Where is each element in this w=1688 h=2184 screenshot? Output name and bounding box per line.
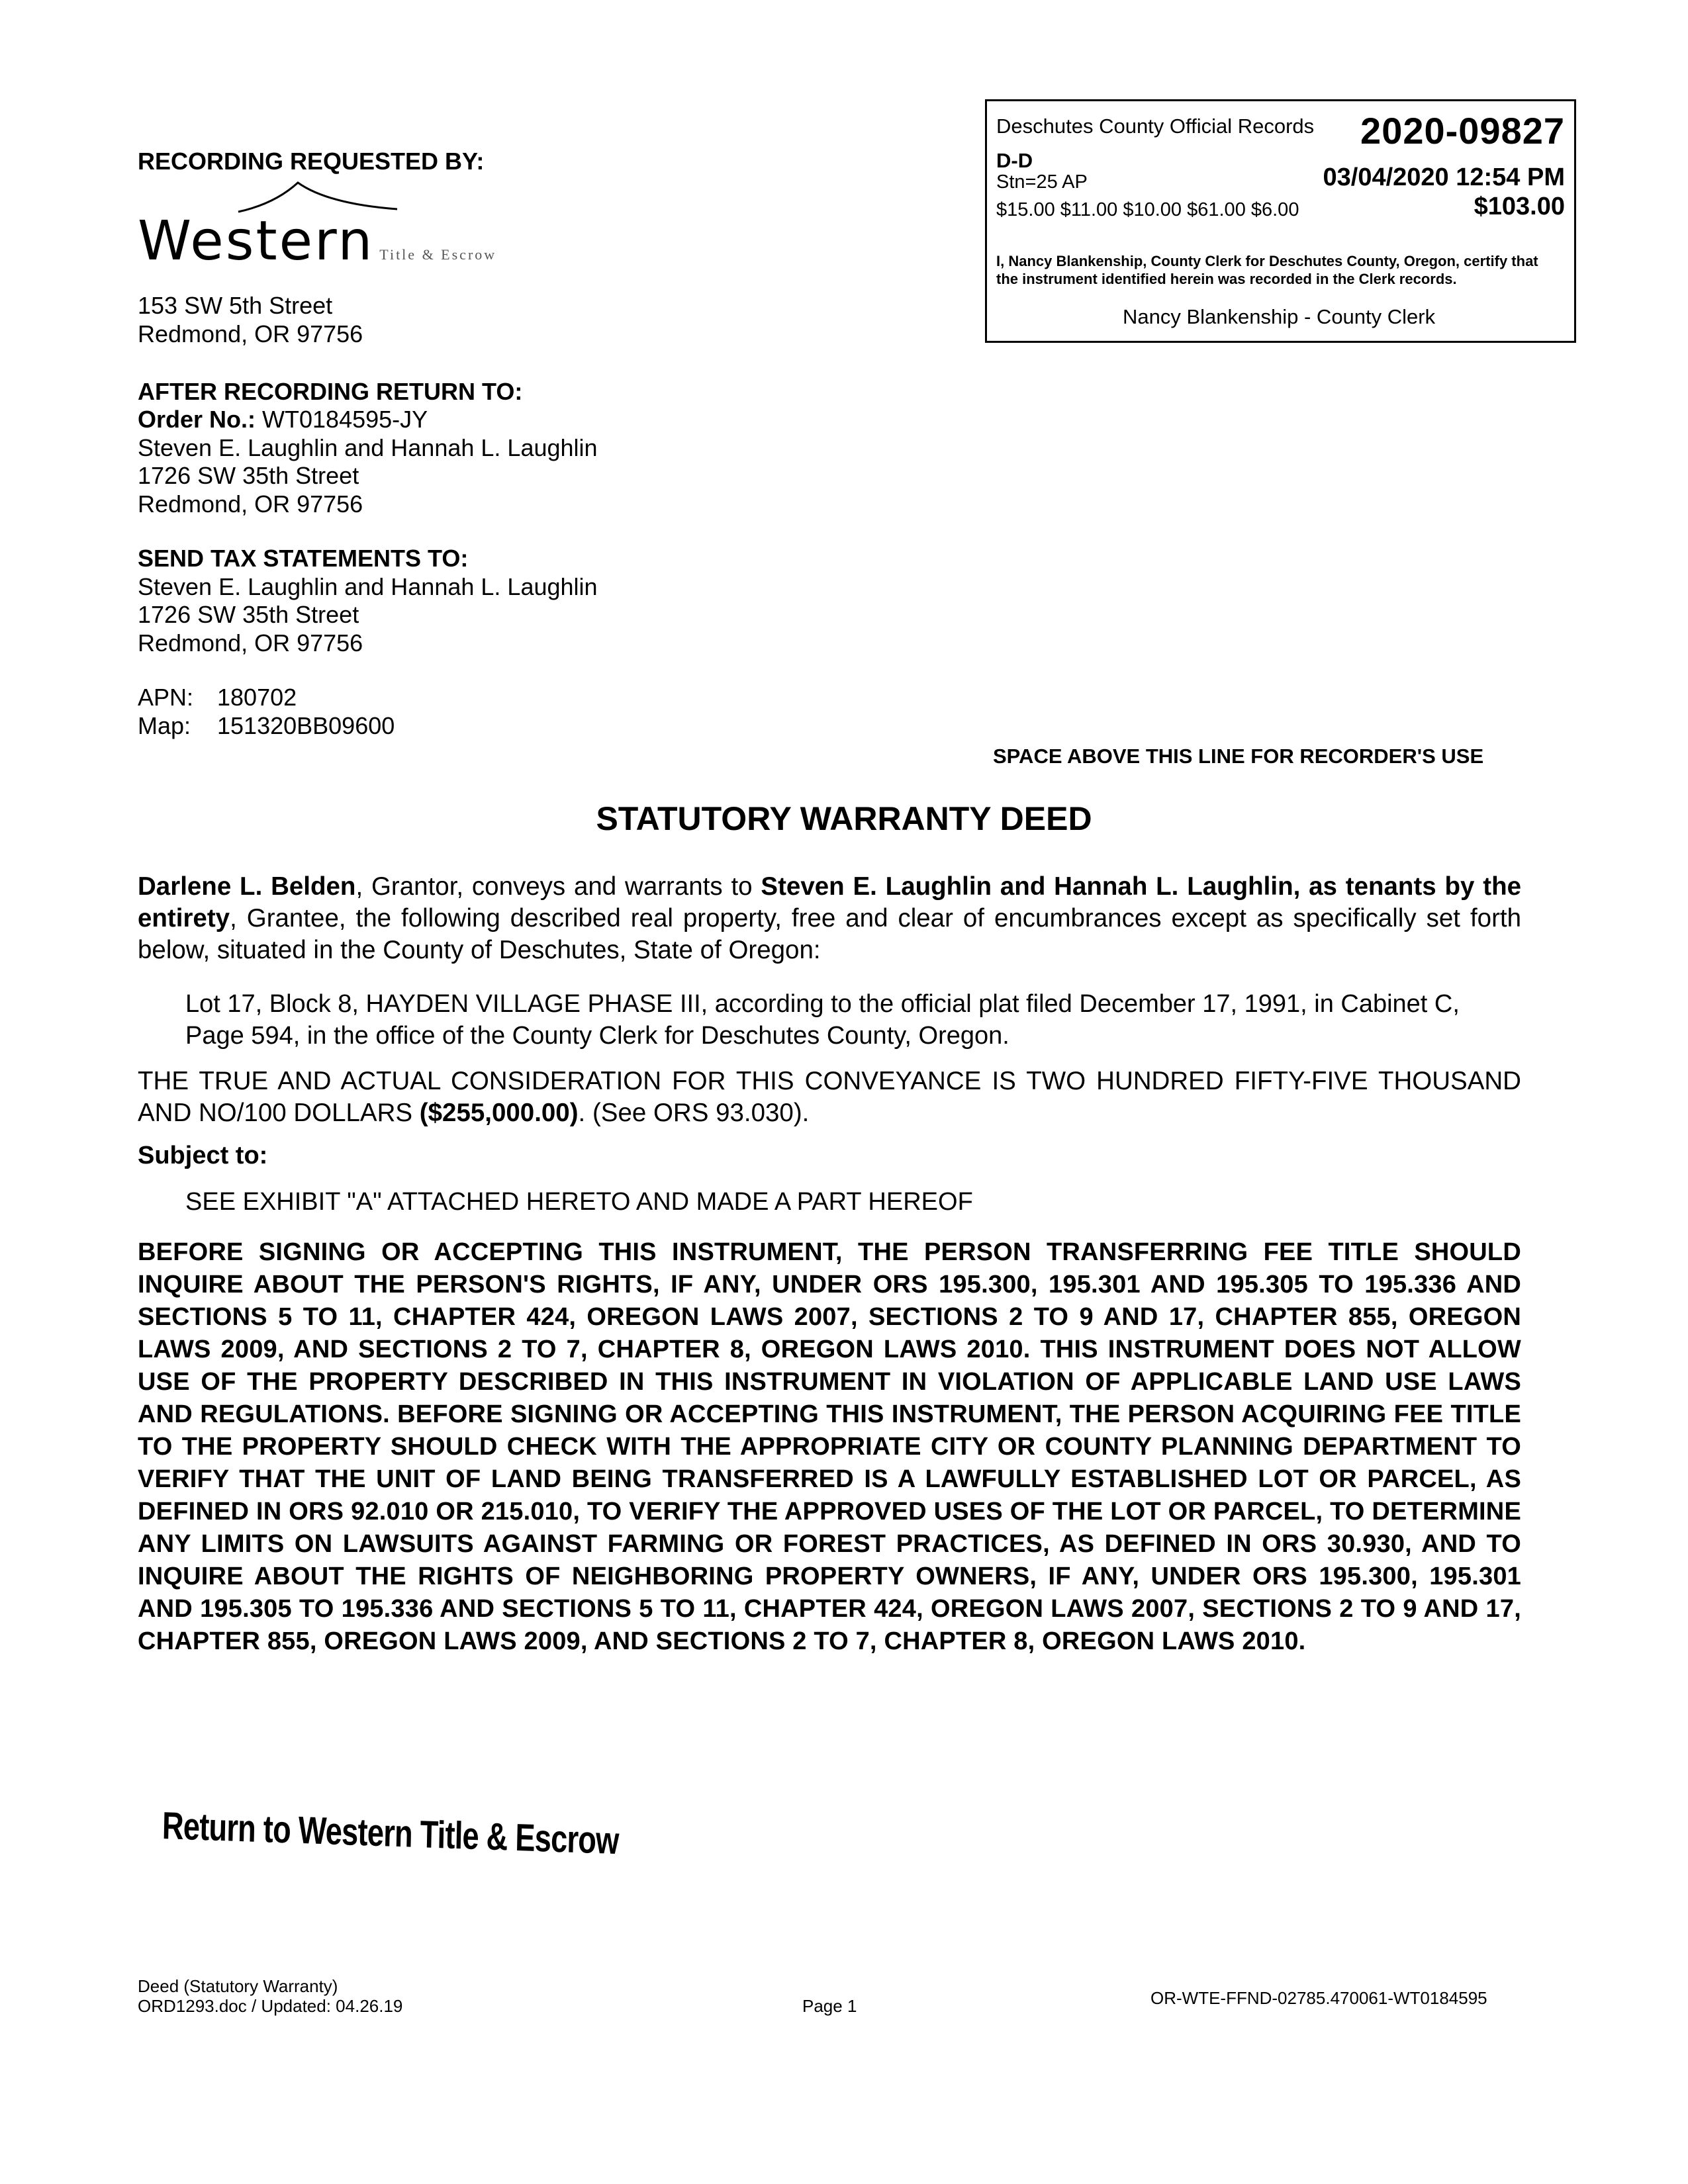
recording-number: 2020-09827 [1360,110,1565,152]
recording-total: $103.00 [1474,193,1565,220]
subject-to-label: Subject to: [138,1142,268,1169]
logo-name: Western [138,210,375,273]
grant-paragraph [138,871,1521,966]
tax-name: Steven E. Laughlin and Hannah L. Laughlin [138,573,598,600]
tax-address-1: 1726 SW 35th Street [138,601,359,628]
recorder-county: Deschutes County Official Records [996,114,1315,138]
grantee-names: Steven E. Laughlin and Hannah L. Laughlin, as tenants by the entirety [138,872,1522,933]
grantor-name: Darlene L. Belden [138,872,356,901]
apn-label: APN: [138,684,194,711]
recording-datetime: 03/04/2020 12:54 PM [1323,163,1565,191]
grant-text-2: , Grantee, the following described real property, free and clear of encumbrances except as specifically set forth below, situated in the County of Deschutes, State of Oregon: [138,904,1521,964]
return-stamp: Return to Western Title & Escrow [162,1804,620,1863]
footer-doc-file: ORD1293.doc / Updated: 04.26.19 [138,1996,403,2016]
logo-subtitle: Title & Escrow [379,246,497,263]
order-number-line [138,405,428,433]
recording-type: D-D [996,149,1033,172]
legal-description: Lot 17, Block 8, HAYDEN VILLAGE PHASE III, according to the official plat filed December 17, 1991, in Cabinet C, Page 594, in the office of the County Clerk for Deschutes County, Oregon. [185,990,1460,1050]
recording-requested-label: RECORDING REQUESTED BY: [138,148,485,175]
after-recording-label: AFTER RECORDING RETURN TO: [138,378,523,405]
consideration-text-2: . (See ORS 93.030). [578,1099,810,1127]
statutory-warning: BEFORE SIGNING OR ACCEPTING THIS INSTRUMENT, THE PERSON TRANSFERRING FEE TITLE SHOULD INQUIRE ABOUT THE PERSON'S RIGHTS, IF ANY, UNDER ORS 195.300, 195.301 AND 195.305 TO 195.336 AND SECTIONS 5 TO 11, CHAPTER 424, OREGON LAWS 2007, SECTIONS 2 TO 9 AND 17, CHAPTER 855, OREGON LAWS 2009, AND SECTIONS 2 TO 7, CHAPTER 8, OREGON LAWS 2010. THIS INSTRUMENT DOES NOT ALLOW USE OF THE PROPERTY DESCRIBED IN THIS INSTRUMENT IN VIOLATION OF APPLICABLE LAND USE LAWS AND REGULATIONS. BEFORE SIGNING OR ACCEPTING THIS INSTRUMENT, THE PERSON ACQUIRING FEE TITLE TO THE PROPERTY SHOULD CHECK WITH THE APPROPRIATE CITY OR COUNTY PLANNING DEPARTMENT TO VERIFY THAT THE UNIT OF LAND BEING TRANSFERRED IS A LAWFULLY ESTABLISHED LOT OR PARCEL, AS DEFINED IN ORS 92.010 OR 215.010, TO VERIFY THE APPROVED USES OF THE LOT OR PARCEL, TO DETERMINE ANY LIMITS ON LAWSUITS AGAINST FARMING OR FOREST PRACTICES, AS DEFINED IN ORS 30.930, AND TO INQUIRE ABOUT THE RIGHTS OF NEIGHBORING PROPERTY OWNERS, IF ANY, UNDER ORS 195.300, 195.301 AND 195.305 TO 195.336 AND SECTIONS 5 TO 11, CHAPTER 424, OREGON LAWS 2007, SECTIONS 2 TO 9 AND 17, CHAPTER 855, OREGON LAWS 2009, AND SECTIONS 2 TO 7, CHAPTER 8, OREGON LAWS 2010. [138,1238,1521,1655]
company-logo [138,212,496,285]
subject-to-text: SEE EXHIBIT "A" ATTACHED HERETO AND MADE A PART HEREOF [185,1188,973,1216]
map-label: Map: [138,712,191,739]
consideration-amount: ($255,000.00) [419,1099,579,1127]
tax-statements-label: SEND TAX STATEMENTS TO: [138,545,469,572]
return-address-1: 1726 SW 35th Street [138,462,359,489]
grant-text-1: , Grantor, conveys and warrants to [355,872,761,901]
recorder-stamp-box [985,99,1576,343]
tax-address-2: Redmond, OR 97756 [138,629,363,657]
requester-address-1: 153 SW 5th Street [138,292,333,319]
recording-station: Stn=25 AP [996,171,1088,193]
county-clerk-name: Nancy Blankenship - County Clerk [1123,305,1436,328]
recorder-use-notice: SPACE ABOVE THIS LINE FOR RECORDER'S USE [993,745,1484,768]
consideration-text-1: THE TRUE AND ACTUAL CONSIDERATION FOR THIS CONVEYANCE IS TWO HUNDRED FIFTY-FIVE THOUSAND AND NO/100 DOLLARS [138,1067,1521,1127]
footer-doc-type: Deed (Statutory Warranty) [138,1976,338,1996]
return-name: Steven E. Laughlin and Hannah L. Laughlin [138,434,598,461]
order-number: WT0184595-JY [262,406,428,433]
map-value: 151320BB09600 [217,712,395,739]
page-number: Page 1 [802,1996,857,2016]
footer-file-ref: OR-WTE-FFND-02785.470061-WT0184595 [1150,1988,1487,2008]
clerk-certification: I, Nancy Blankenship, County Clerk for Deschutes County, Oregon, certify that the instrument identified herein was recorded in the Clerk records. [996,253,1538,287]
document-title: STATUTORY WARRANTY DEED [596,800,1092,837]
order-number-label: Order No.: [138,406,256,433]
consideration-paragraph [138,1066,1521,1129]
apn-value: 180702 [217,684,297,711]
recording-fees: $15.00 $11.00 $10.00 $61.00 $6.00 [996,199,1299,220]
requester-address-2: Redmond, OR 97756 [138,320,363,347]
return-address-2: Redmond, OR 97756 [138,490,363,518]
